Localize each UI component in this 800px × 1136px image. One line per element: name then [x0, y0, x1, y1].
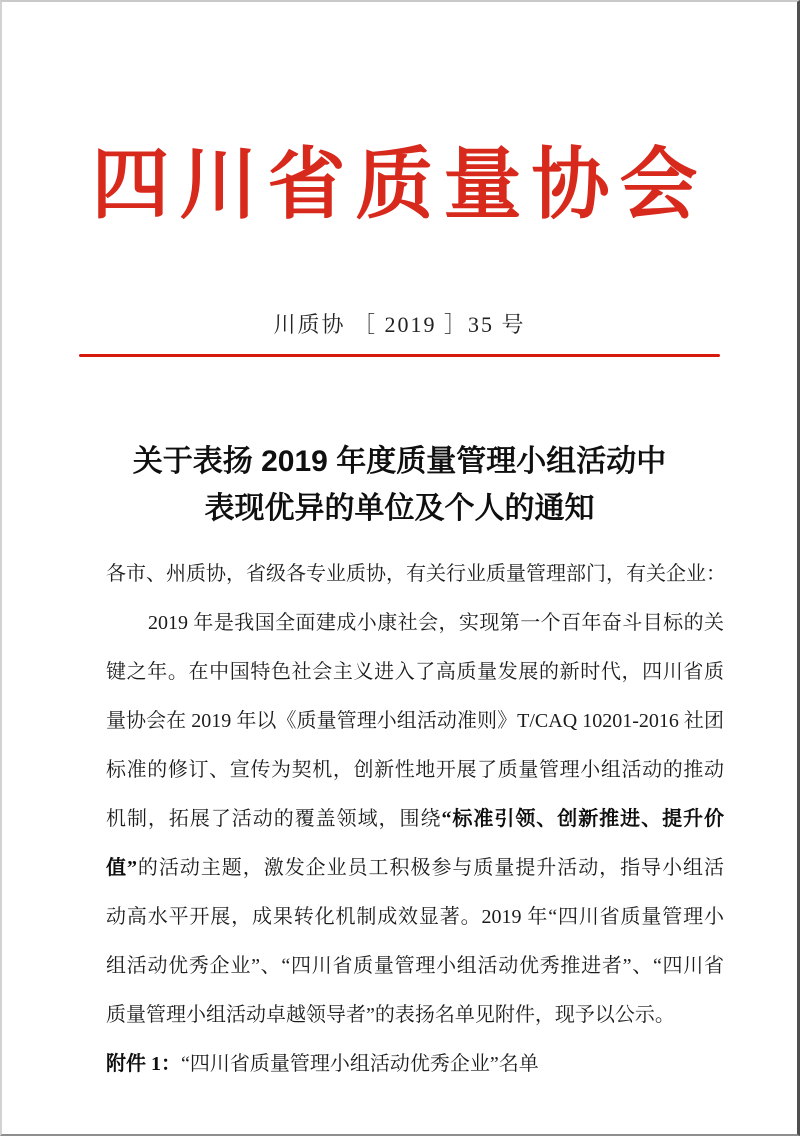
doc-title-line1: 关于表扬 2019 年度质量管理小组活动中	[132, 445, 667, 478]
body-line-segment: 键之年。在中国特色社会主义进入了高质量发展的新时代，四川省质	[106, 661, 724, 683]
body-line-segment: 量协会在 2019 年以《质量管理小组活动准则》T/CAQ 10201-2016 社团	[106, 710, 724, 732]
body-line	[106, 746, 724, 795]
body-line-segment: 标准的修订、宣传为契机，创新性地开展了质量管理小组活动的推动	[106, 759, 724, 781]
body-line	[106, 648, 724, 697]
doc-number: 川质协 ［ 2019 ］35 号	[273, 312, 526, 337]
body-line	[106, 795, 724, 844]
doc-title	[2, 438, 797, 532]
body-line-segment: “标准引领、创新推进、提升价	[441, 808, 725, 830]
body-line-segment: 附件 1：	[106, 1053, 181, 1075]
body-line-segment: 组活动优秀企业”、“四川省质量管理小组活动优秀推进者”、“四川省	[106, 955, 724, 977]
salutation-line	[106, 550, 724, 599]
attachment-line	[106, 1040, 724, 1089]
body-line	[106, 844, 724, 893]
body-line	[106, 942, 724, 991]
body-line	[106, 599, 724, 648]
body-line-segment: 值”	[106, 857, 137, 879]
body-line	[106, 697, 724, 746]
doc-title-line2: 表现优异的单位及个人的通知	[204, 492, 595, 525]
body-line-segment: 各市、州质协，省级各专业质协，有关行业质量管理部门，有关企业：	[106, 563, 726, 585]
body-line-segment: 动高水平开展，成果转化机制成效显著。2019 年“四川省质量管理小	[106, 906, 724, 928]
body-line-segment: “四川省质量管理小组活动优秀企业”名单	[181, 1053, 539, 1075]
body-line-segment: 机制，拓展了活动的覆盖领域，围绕	[106, 808, 442, 830]
org-title: 四川省质量协会	[91, 141, 708, 228]
body-line-segment: 2019 年是我国全面建成小康社会，实现第一个百年奋斗目标的关	[148, 612, 724, 634]
body-line	[106, 893, 724, 942]
red-rule-divider	[79, 354, 720, 357]
body-line	[106, 991, 724, 1040]
body-line-segment: 的活动主题，激发企业员工积极参与质量提升活动，指导小组活	[136, 857, 725, 879]
body-text	[106, 550, 724, 1089]
body-line-segment: 质量管理小组活动卓越领导者”的表扬名单见附件，现予以公示。	[106, 1004, 675, 1026]
